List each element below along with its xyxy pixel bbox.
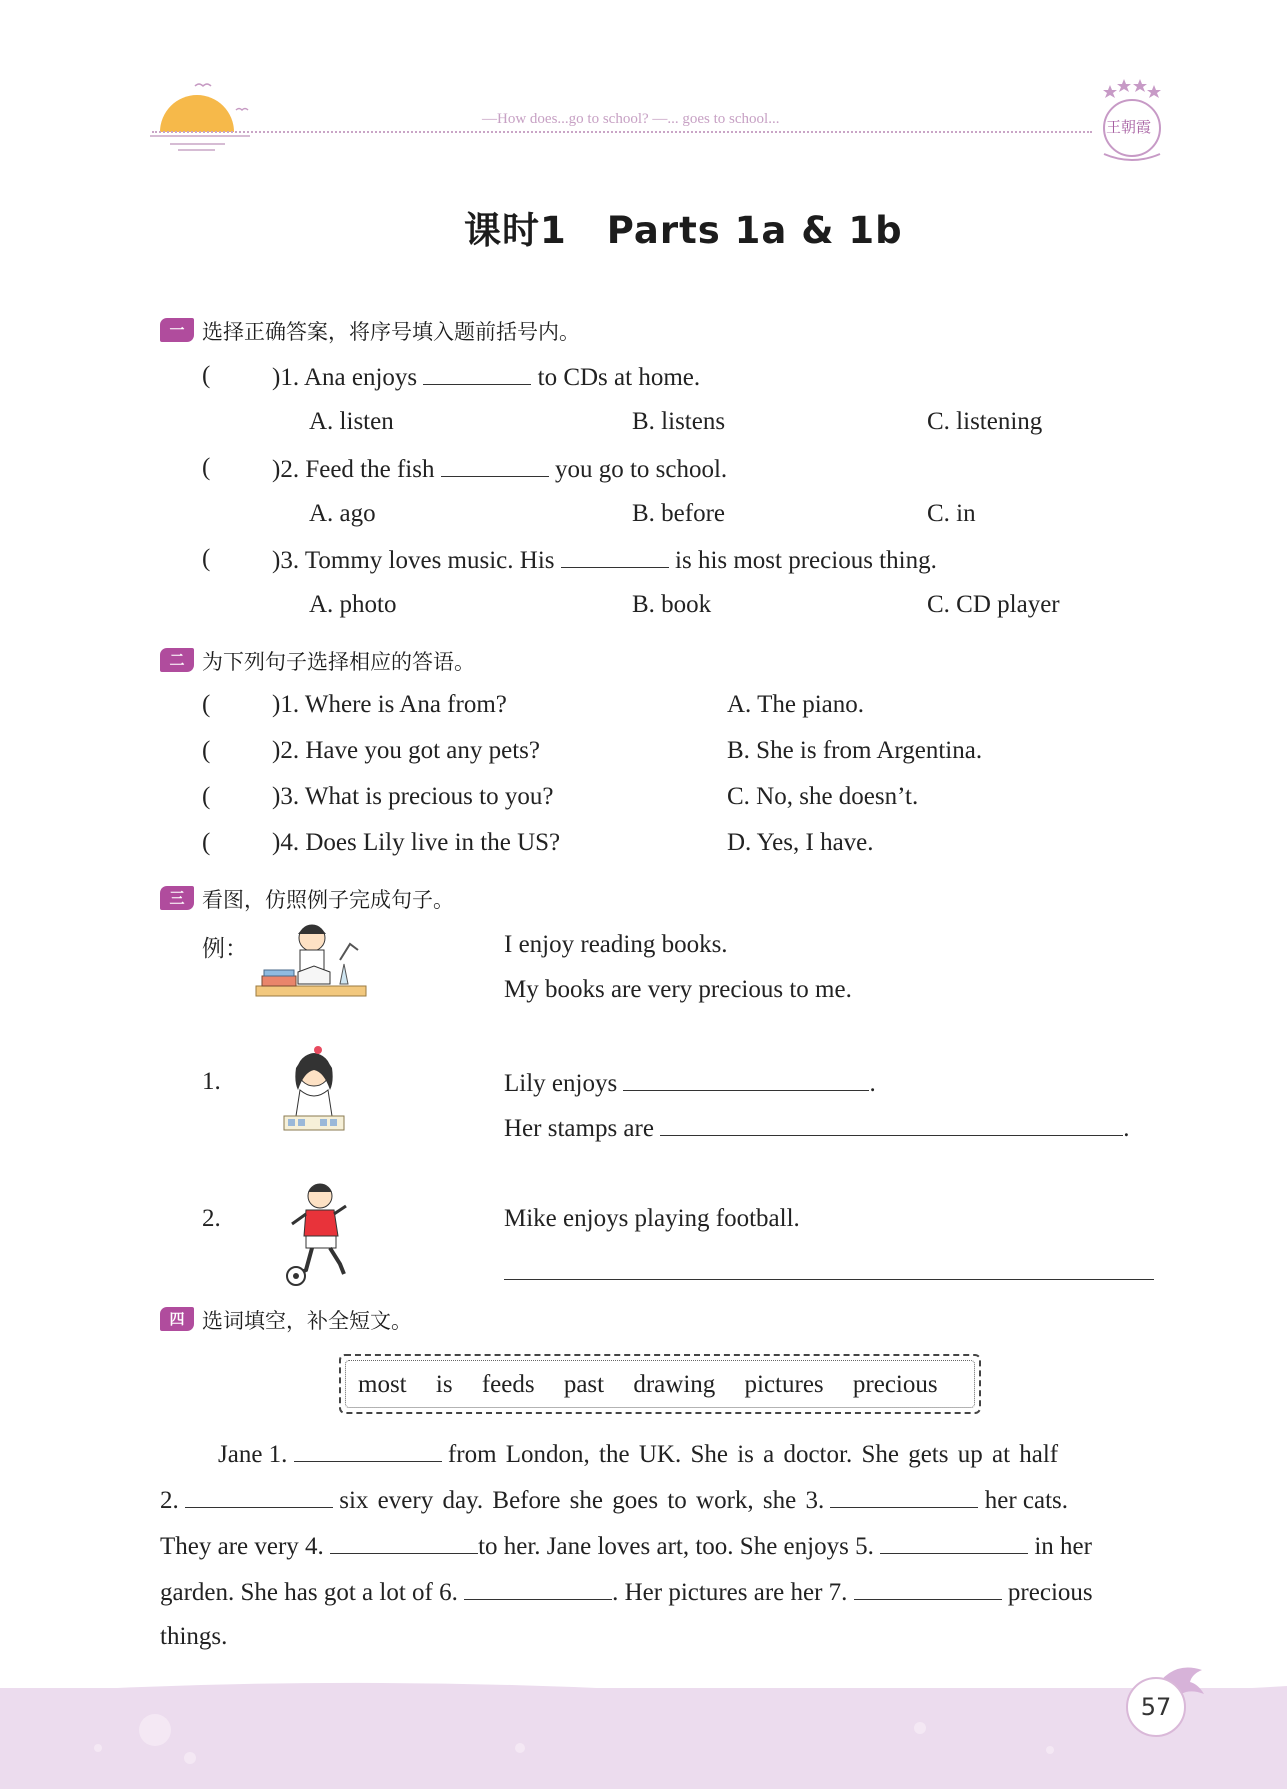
section3-badge: 三 — [160, 886, 194, 910]
section1-badge: 一 — [160, 318, 194, 342]
passage-line-5: things. — [160, 1623, 228, 1650]
s1-q3-option-c: C. CD player — [927, 591, 1060, 618]
s1-q3-stem-b: is his most precious thing. — [675, 547, 937, 574]
word-bank-item: is — [435, 1371, 453, 1398]
passage-line-1 — [160, 1438, 1158, 1470]
item1-blank-2[interactable] — [660, 1112, 1123, 1136]
passage-blank-4[interactable] — [330, 1530, 478, 1554]
s1-q2 — [272, 453, 727, 485]
word-bank — [358, 1370, 938, 1400]
answer-paren[interactable]: ( — [202, 545, 211, 572]
header-divider — [152, 131, 1092, 133]
section4-badge: 四 — [160, 1307, 194, 1331]
girl-stamps-illustration — [280, 1040, 350, 1138]
item1-blank-1[interactable] — [623, 1067, 869, 1091]
s1-q3-option-b: B. book — [632, 591, 712, 618]
passage-text: in her — [1034, 1533, 1092, 1560]
answer-paren[interactable]: ( — [202, 737, 211, 764]
s1-q1-stem-b: to CDs at home. — [537, 364, 701, 391]
page-title — [464, 200, 903, 254]
s2-answer-a: A. The piano. — [727, 691, 865, 718]
s1-q2-blank[interactable] — [441, 453, 549, 477]
passage-blank-7[interactable] — [854, 1576, 1002, 1600]
s1-q2-stem-a: )2. Feed the fish — [272, 456, 435, 483]
title-lesson: 课时1 — [464, 209, 567, 252]
passage-blank-1[interactable] — [294, 1438, 442, 1462]
s1-q1 — [272, 361, 700, 393]
s2-question-3: )3. What is precious to you? — [272, 783, 554, 810]
answer-paren[interactable]: ( — [202, 691, 211, 718]
boy-reading-illustration — [254, 920, 374, 1012]
brand-badge-text: 王朝霞 — [1106, 118, 1152, 136]
section2-badge: 二 — [160, 648, 194, 672]
item2-answer-line[interactable] — [504, 1278, 1154, 1280]
passage-blank-6[interactable] — [464, 1576, 612, 1600]
passage-text: They are very 4. — [160, 1533, 324, 1560]
passage-text: garden. She has got a lot of 6. — [160, 1579, 458, 1606]
footer-bubbles — [0, 1688, 1287, 1789]
word-bank-item: past — [563, 1371, 605, 1398]
section3-instruction: 看图，仿照例子完成句子。 — [202, 888, 454, 912]
item1-period: . — [869, 1070, 876, 1097]
s2-question-2: )2. Have you got any pets? — [272, 737, 540, 764]
header-subtitle: —How does...go to school? —... goes to school... — [482, 111, 780, 127]
item1-label: 1. — [202, 1068, 221, 1095]
s2-answer-d: D. Yes, I have. — [727, 829, 874, 856]
s1-q1-blank[interactable] — [423, 361, 531, 385]
section4-instruction: 选词填空，补全短文。 — [202, 1309, 412, 1333]
passage-line-2 — [160, 1484, 1158, 1516]
answer-paren[interactable]: ( — [202, 783, 211, 810]
passage-text: from London, the UK. She is a doctor. She gets up at half — [447, 1441, 1059, 1468]
passage-text: . Her pictures are her 7. — [612, 1579, 848, 1606]
word-bank-item: most — [358, 1371, 407, 1398]
s1-q3-stem-a: )3. Tommy loves music. His — [272, 547, 555, 574]
passage-text: 2. — [160, 1487, 179, 1514]
sunset-logo-icon — [150, 80, 260, 155]
example-label: 例： — [202, 936, 248, 962]
item1-period-2: . — [1123, 1115, 1130, 1142]
s1-q1-option-b: B. listens — [632, 408, 726, 435]
page-number: 57 — [1126, 1677, 1186, 1737]
s1-q2-option-c: C. in — [927, 500, 976, 527]
item1-line-1-text: Lily enjoys — [504, 1070, 618, 1097]
passage-text: her cats. — [984, 1487, 1069, 1514]
passage-text: six every day. Before she goes to work, she 3. — [339, 1487, 825, 1514]
item1-line-2 — [504, 1112, 1129, 1144]
word-bank-item: pictures — [744, 1371, 824, 1398]
s1-q3 — [272, 544, 937, 576]
section1-instruction: 选择正确答案，将序号填入题前括号内。 — [202, 320, 580, 344]
passage-blank-5[interactable] — [880, 1530, 1028, 1554]
boy-football-illustration — [282, 1180, 358, 1288]
s1-q2-stem-b: you go to school. — [554, 456, 728, 483]
item1-line-2-text: Her stamps are — [504, 1115, 654, 1142]
s2-question-1: )1. Where is Ana from? — [272, 691, 507, 718]
answer-paren[interactable]: ( — [202, 454, 211, 481]
passage-text: precious — [1007, 1579, 1093, 1606]
word-bank-item: feeds — [481, 1371, 535, 1398]
s1-q3-option-a: A. photo — [309, 591, 397, 618]
s2-answer-c: C. No, she doesn’t. — [727, 783, 919, 810]
passage-text: to her. Jane loves art, too. She enjoys 5. — [478, 1533, 874, 1560]
example-line-2: My books are very precious to me. — [504, 976, 852, 1003]
passage-line-4 — [160, 1576, 1158, 1608]
brand-badge — [1092, 78, 1172, 166]
passage-line-3 — [160, 1530, 1158, 1562]
word-bank-item: precious — [852, 1371, 938, 1398]
passage-blank-3[interactable] — [830, 1484, 978, 1508]
answer-paren[interactable]: ( — [202, 362, 211, 389]
s1-q1-option-a: A. listen — [309, 408, 394, 435]
answer-paren[interactable]: ( — [202, 829, 211, 856]
s1-q2-option-a: A. ago — [309, 500, 376, 527]
item2-label: 2. — [202, 1205, 221, 1232]
s2-answer-b: B. She is from Argentina. — [727, 737, 983, 764]
passage-blank-2[interactable] — [185, 1484, 333, 1508]
passage-text: Jane 1. — [218, 1441, 288, 1468]
example-line-1: I enjoy reading books. — [504, 931, 728, 958]
s1-q3-blank[interactable] — [561, 544, 669, 568]
page-footer — [0, 1688, 1287, 1789]
item1-line-1 — [504, 1067, 876, 1099]
title-parts: Parts 1a & 1b — [606, 209, 903, 252]
s2-question-4: )4. Does Lily live in the US? — [272, 829, 561, 856]
s1-q1-option-c: C. listening — [927, 408, 1043, 435]
section2-instruction: 为下列句子选择相应的答语。 — [202, 650, 475, 674]
s1-q1-stem-a: )1. Ana enjoys — [272, 364, 418, 391]
word-bank-item: drawing — [633, 1371, 716, 1398]
item2-line-1: Mike enjoys playing football. — [504, 1205, 800, 1232]
s1-q2-option-b: B. before — [632, 500, 726, 527]
